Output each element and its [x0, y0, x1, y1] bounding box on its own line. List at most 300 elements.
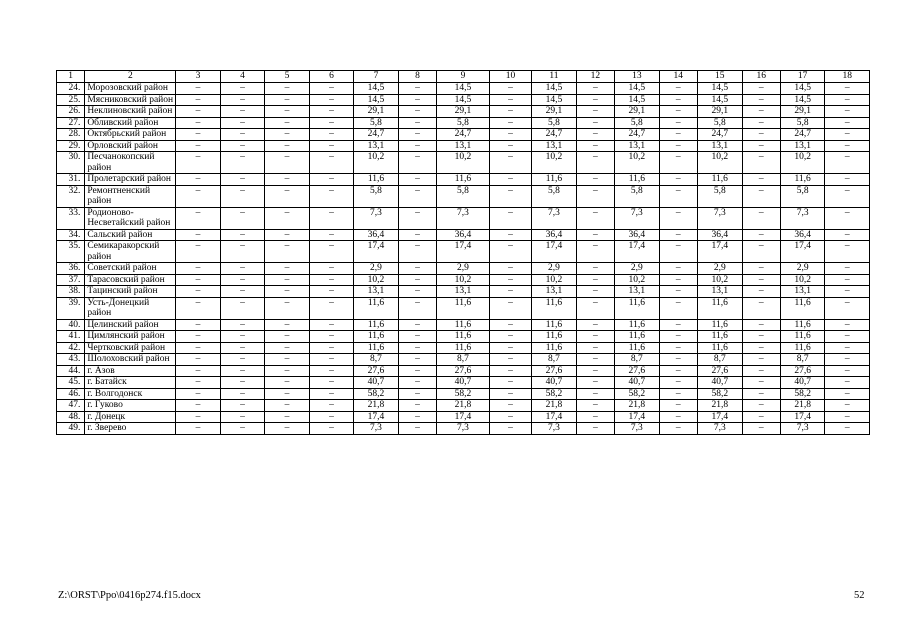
- dash-cell: –: [398, 365, 436, 377]
- dash-cell: –: [176, 297, 220, 319]
- dash-cell: –: [576, 274, 614, 286]
- data-table: [56, 70, 870, 435]
- dash-cell: –: [576, 152, 614, 174]
- value-cell: 11,6: [615, 342, 659, 354]
- dash-cell: –: [659, 400, 697, 412]
- dash-cell: –: [825, 185, 870, 207]
- row-number: 29.: [57, 140, 85, 152]
- dash-cell: –: [220, 140, 264, 152]
- value-cell: 5,8: [354, 185, 398, 207]
- district-name: г. Азов: [85, 365, 176, 377]
- value-cell: 29,1: [437, 106, 490, 118]
- value-cell: 24,7: [615, 129, 659, 141]
- dash-cell: –: [825, 354, 870, 366]
- dash-cell: –: [659, 229, 697, 241]
- header-cell: 6: [309, 71, 353, 83]
- value-cell: 2,9: [698, 263, 742, 275]
- value-cell: 10,2: [532, 274, 576, 286]
- value-cell: 11,6: [780, 297, 824, 319]
- dash-cell: –: [398, 400, 436, 412]
- dash-cell: –: [309, 365, 353, 377]
- dash-cell: –: [742, 241, 780, 263]
- dash-cell: –: [398, 129, 436, 141]
- value-cell: 7,3: [780, 423, 824, 435]
- table-row: [57, 354, 870, 366]
- table-row: [57, 117, 870, 129]
- dash-cell: –: [576, 286, 614, 298]
- value-cell: 10,2: [780, 274, 824, 286]
- table-row: [57, 388, 870, 400]
- dash-cell: –: [825, 241, 870, 263]
- dash-cell: –: [489, 377, 531, 389]
- header-cell: 8: [398, 71, 436, 83]
- dash-cell: –: [220, 241, 264, 263]
- value-cell: 24,7: [532, 129, 576, 141]
- dash-cell: –: [576, 377, 614, 389]
- district-name: Неклиновский район: [85, 106, 176, 118]
- table-body: [57, 83, 870, 435]
- header-cell: 1: [57, 71, 85, 83]
- value-cell: 11,6: [615, 297, 659, 319]
- dash-cell: –: [309, 106, 353, 118]
- value-cell: 13,1: [698, 140, 742, 152]
- value-cell: 24,7: [437, 129, 490, 141]
- header-cell: 15: [698, 71, 742, 83]
- dash-cell: –: [825, 174, 870, 186]
- value-cell: 10,2: [615, 152, 659, 174]
- dash-cell: –: [309, 411, 353, 423]
- dash-cell: –: [176, 152, 220, 174]
- dash-cell: –: [489, 388, 531, 400]
- dash-cell: –: [176, 365, 220, 377]
- value-cell: 8,7: [780, 354, 824, 366]
- dash-cell: –: [309, 83, 353, 95]
- row-number: 35.: [57, 241, 85, 263]
- district-name: Усть-Донецкий район: [85, 297, 176, 319]
- value-cell: 17,4: [780, 411, 824, 423]
- value-cell: 10,2: [780, 152, 824, 174]
- value-cell: 21,8: [698, 400, 742, 412]
- dash-cell: –: [265, 297, 309, 319]
- table-row: [57, 400, 870, 412]
- dash-cell: –: [176, 411, 220, 423]
- dash-cell: –: [576, 319, 614, 331]
- row-number: 36.: [57, 263, 85, 275]
- dash-cell: –: [659, 263, 697, 275]
- value-cell: 17,4: [698, 241, 742, 263]
- dash-cell: –: [398, 152, 436, 174]
- table-row: [57, 297, 870, 319]
- district-name: Тацинский район: [85, 286, 176, 298]
- dash-cell: –: [825, 319, 870, 331]
- dash-cell: –: [176, 388, 220, 400]
- dash-cell: –: [265, 400, 309, 412]
- dash-cell: –: [309, 229, 353, 241]
- value-cell: 11,6: [780, 342, 824, 354]
- value-cell: 13,1: [437, 286, 490, 298]
- header-cell: 13: [615, 71, 659, 83]
- value-cell: 11,6: [354, 297, 398, 319]
- dash-cell: –: [825, 129, 870, 141]
- dash-cell: –: [742, 388, 780, 400]
- value-cell: 11,6: [532, 297, 576, 319]
- dash-cell: –: [742, 152, 780, 174]
- dash-cell: –: [398, 274, 436, 286]
- district-name: Семикаракорский район: [85, 241, 176, 263]
- dash-cell: –: [176, 207, 220, 229]
- row-number: 49.: [57, 423, 85, 435]
- value-cell: 40,7: [437, 377, 490, 389]
- dash-cell: –: [576, 297, 614, 319]
- value-cell: 36,4: [354, 229, 398, 241]
- table-row: [57, 140, 870, 152]
- value-cell: 13,1: [780, 286, 824, 298]
- header-cell: 4: [220, 71, 264, 83]
- dash-cell: –: [659, 241, 697, 263]
- dash-cell: –: [265, 263, 309, 275]
- dash-cell: –: [398, 140, 436, 152]
- district-name: г. Батайск: [85, 377, 176, 389]
- row-number: 40.: [57, 319, 85, 331]
- dash-cell: –: [176, 286, 220, 298]
- dash-cell: –: [742, 297, 780, 319]
- value-cell: 27,6: [780, 365, 824, 377]
- district-name: г. Гуково: [85, 400, 176, 412]
- value-cell: 17,4: [532, 241, 576, 263]
- dash-cell: –: [825, 207, 870, 229]
- dash-cell: –: [220, 106, 264, 118]
- dash-cell: –: [309, 117, 353, 129]
- dash-cell: –: [659, 174, 697, 186]
- district-name: г. Зверево: [85, 423, 176, 435]
- dash-cell: –: [659, 423, 697, 435]
- dash-cell: –: [742, 263, 780, 275]
- dash-cell: –: [659, 377, 697, 389]
- dash-cell: –: [309, 342, 353, 354]
- value-cell: 29,1: [532, 106, 576, 118]
- dash-cell: –: [309, 140, 353, 152]
- value-cell: 8,7: [698, 354, 742, 366]
- row-number: 39.: [57, 297, 85, 319]
- dash-cell: –: [489, 229, 531, 241]
- value-cell: 11,6: [532, 342, 576, 354]
- dash-cell: –: [176, 83, 220, 95]
- value-cell: 8,7: [437, 354, 490, 366]
- header-cell: 12: [576, 71, 614, 83]
- dash-cell: –: [398, 174, 436, 186]
- dash-cell: –: [265, 174, 309, 186]
- dash-cell: –: [220, 83, 264, 95]
- dash-cell: –: [825, 106, 870, 118]
- value-cell: 5,8: [698, 117, 742, 129]
- row-number: 37.: [57, 274, 85, 286]
- dash-cell: –: [825, 229, 870, 241]
- dash-cell: –: [309, 286, 353, 298]
- value-cell: 10,2: [354, 274, 398, 286]
- value-cell: 40,7: [354, 377, 398, 389]
- value-cell: 36,4: [698, 229, 742, 241]
- row-number: 38.: [57, 286, 85, 298]
- value-cell: 27,6: [698, 365, 742, 377]
- dash-cell: –: [576, 94, 614, 106]
- value-cell: 5,8: [532, 117, 576, 129]
- dash-cell: –: [220, 286, 264, 298]
- value-cell: 58,2: [437, 388, 490, 400]
- value-cell: 13,1: [615, 286, 659, 298]
- dash-cell: –: [576, 241, 614, 263]
- district-name: Ремонтненский район: [85, 185, 176, 207]
- dash-cell: –: [742, 365, 780, 377]
- value-cell: 11,6: [698, 297, 742, 319]
- dash-cell: –: [220, 319, 264, 331]
- dash-cell: –: [220, 342, 264, 354]
- dash-cell: –: [398, 297, 436, 319]
- value-cell: 11,6: [615, 331, 659, 343]
- dash-cell: –: [825, 117, 870, 129]
- dash-cell: –: [825, 377, 870, 389]
- dash-cell: –: [176, 185, 220, 207]
- table-row: [57, 423, 870, 435]
- value-cell: 7,3: [615, 423, 659, 435]
- dash-cell: –: [659, 117, 697, 129]
- table-row: [57, 365, 870, 377]
- dash-cell: –: [220, 331, 264, 343]
- value-cell: 11,6: [437, 331, 490, 343]
- table-row: [57, 274, 870, 286]
- value-cell: 11,6: [354, 319, 398, 331]
- dash-cell: –: [265, 354, 309, 366]
- value-cell: 7,3: [354, 207, 398, 229]
- dash-cell: –: [576, 354, 614, 366]
- value-cell: 58,2: [532, 388, 576, 400]
- dash-cell: –: [398, 331, 436, 343]
- value-cell: 11,6: [615, 174, 659, 186]
- header-cell: 5: [265, 71, 309, 83]
- dash-cell: –: [489, 354, 531, 366]
- dash-cell: –: [825, 152, 870, 174]
- value-cell: 11,6: [532, 319, 576, 331]
- row-number: 47.: [57, 400, 85, 412]
- table-row: [57, 207, 870, 229]
- value-cell: 5,8: [615, 117, 659, 129]
- value-cell: 29,1: [780, 106, 824, 118]
- dash-cell: –: [220, 354, 264, 366]
- value-cell: 2,9: [437, 263, 490, 275]
- dash-cell: –: [825, 274, 870, 286]
- row-number: 41.: [57, 331, 85, 343]
- dash-cell: –: [825, 342, 870, 354]
- table-row: [57, 152, 870, 174]
- value-cell: 36,4: [780, 229, 824, 241]
- dash-cell: –: [398, 388, 436, 400]
- dash-cell: –: [176, 423, 220, 435]
- dash-cell: –: [398, 377, 436, 389]
- table-row: [57, 331, 870, 343]
- value-cell: 7,3: [780, 207, 824, 229]
- dash-cell: –: [309, 388, 353, 400]
- dash-cell: –: [659, 342, 697, 354]
- dash-cell: –: [659, 365, 697, 377]
- dash-cell: –: [176, 129, 220, 141]
- dash-cell: –: [742, 174, 780, 186]
- dash-cell: –: [576, 331, 614, 343]
- district-name: Родионово-Несветайский район: [85, 207, 176, 229]
- value-cell: 14,5: [437, 94, 490, 106]
- dash-cell: –: [742, 185, 780, 207]
- dash-cell: –: [398, 241, 436, 263]
- value-cell: 11,6: [698, 342, 742, 354]
- dash-cell: –: [398, 319, 436, 331]
- dash-cell: –: [825, 411, 870, 423]
- value-cell: 29,1: [354, 106, 398, 118]
- dash-cell: –: [398, 263, 436, 275]
- value-cell: 27,6: [354, 365, 398, 377]
- dash-cell: –: [265, 140, 309, 152]
- value-cell: 14,5: [354, 83, 398, 95]
- value-cell: 10,2: [354, 152, 398, 174]
- district-name: Пролетарский район: [85, 174, 176, 186]
- header-cell: 14: [659, 71, 697, 83]
- value-cell: 21,8: [532, 400, 576, 412]
- dash-cell: –: [309, 331, 353, 343]
- row-number: 46.: [57, 388, 85, 400]
- dash-cell: –: [489, 174, 531, 186]
- dash-cell: –: [659, 185, 697, 207]
- row-number: 45.: [57, 377, 85, 389]
- row-number: 26.: [57, 106, 85, 118]
- dash-cell: –: [398, 354, 436, 366]
- table-row: [57, 342, 870, 354]
- district-name: Песчанокопский район: [85, 152, 176, 174]
- dash-cell: –: [265, 274, 309, 286]
- dash-cell: –: [742, 286, 780, 298]
- value-cell: 14,5: [615, 94, 659, 106]
- dash-cell: –: [489, 117, 531, 129]
- value-cell: 7,3: [354, 423, 398, 435]
- dash-cell: –: [220, 365, 264, 377]
- table-row: [57, 229, 870, 241]
- value-cell: 2,9: [532, 263, 576, 275]
- dash-cell: –: [825, 94, 870, 106]
- value-cell: 5,8: [532, 185, 576, 207]
- dash-cell: –: [176, 263, 220, 275]
- dash-cell: –: [265, 129, 309, 141]
- dash-cell: –: [659, 411, 697, 423]
- dash-cell: –: [576, 207, 614, 229]
- value-cell: 58,2: [354, 388, 398, 400]
- row-number: 31.: [57, 174, 85, 186]
- value-cell: 11,6: [354, 331, 398, 343]
- value-cell: 5,8: [780, 117, 824, 129]
- header-cell: 3: [176, 71, 220, 83]
- district-name: Сальский район: [85, 229, 176, 241]
- value-cell: 58,2: [615, 388, 659, 400]
- district-name: Обливский район: [85, 117, 176, 129]
- value-cell: 7,3: [698, 423, 742, 435]
- table-row: [57, 319, 870, 331]
- dash-cell: –: [489, 140, 531, 152]
- dash-cell: –: [309, 174, 353, 186]
- value-cell: 10,2: [437, 274, 490, 286]
- dash-cell: –: [398, 117, 436, 129]
- table-row: [57, 286, 870, 298]
- table-row: [57, 83, 870, 95]
- dash-cell: –: [265, 185, 309, 207]
- dash-cell: –: [265, 94, 309, 106]
- value-cell: 58,2: [780, 388, 824, 400]
- dash-cell: –: [309, 274, 353, 286]
- value-cell: 5,8: [780, 185, 824, 207]
- value-cell: 7,3: [532, 207, 576, 229]
- dash-cell: –: [220, 207, 264, 229]
- value-cell: 11,6: [780, 174, 824, 186]
- dash-cell: –: [825, 83, 870, 95]
- value-cell: 11,6: [698, 331, 742, 343]
- dash-cell: –: [176, 140, 220, 152]
- dash-cell: –: [576, 411, 614, 423]
- row-number: 42.: [57, 342, 85, 354]
- dash-cell: –: [220, 263, 264, 275]
- row-number: 48.: [57, 411, 85, 423]
- dash-cell: –: [265, 342, 309, 354]
- dash-cell: –: [659, 286, 697, 298]
- dash-cell: –: [309, 207, 353, 229]
- row-number: 24.: [57, 83, 85, 95]
- dash-cell: –: [176, 106, 220, 118]
- header-cell: 16: [742, 71, 780, 83]
- dash-cell: –: [176, 331, 220, 343]
- value-cell: 17,4: [780, 241, 824, 263]
- dash-cell: –: [265, 152, 309, 174]
- dash-cell: –: [220, 129, 264, 141]
- value-cell: 11,6: [532, 331, 576, 343]
- dash-cell: –: [309, 400, 353, 412]
- dash-cell: –: [659, 207, 697, 229]
- dash-cell: –: [489, 274, 531, 286]
- dash-cell: –: [176, 342, 220, 354]
- table-row: [57, 263, 870, 275]
- value-cell: 17,4: [354, 411, 398, 423]
- dash-cell: –: [742, 229, 780, 241]
- district-name: Октябрьский район: [85, 129, 176, 141]
- value-cell: 11,6: [780, 319, 824, 331]
- dash-cell: –: [176, 400, 220, 412]
- dash-cell: –: [176, 377, 220, 389]
- value-cell: 5,8: [698, 185, 742, 207]
- value-cell: 27,6: [437, 365, 490, 377]
- dash-cell: –: [576, 129, 614, 141]
- dash-cell: –: [309, 129, 353, 141]
- row-number: 43.: [57, 354, 85, 366]
- dash-cell: –: [176, 117, 220, 129]
- dash-cell: –: [309, 241, 353, 263]
- dash-cell: –: [398, 423, 436, 435]
- dash-cell: –: [265, 286, 309, 298]
- page-number: 52: [854, 590, 865, 601]
- dash-cell: –: [742, 319, 780, 331]
- dash-cell: –: [398, 229, 436, 241]
- dash-cell: –: [576, 365, 614, 377]
- dash-cell: –: [398, 286, 436, 298]
- dash-cell: –: [220, 229, 264, 241]
- value-cell: 27,6: [615, 365, 659, 377]
- dash-cell: –: [265, 411, 309, 423]
- dash-cell: –: [825, 263, 870, 275]
- dash-cell: –: [309, 423, 353, 435]
- dash-cell: –: [398, 185, 436, 207]
- dash-cell: –: [309, 185, 353, 207]
- dash-cell: –: [825, 388, 870, 400]
